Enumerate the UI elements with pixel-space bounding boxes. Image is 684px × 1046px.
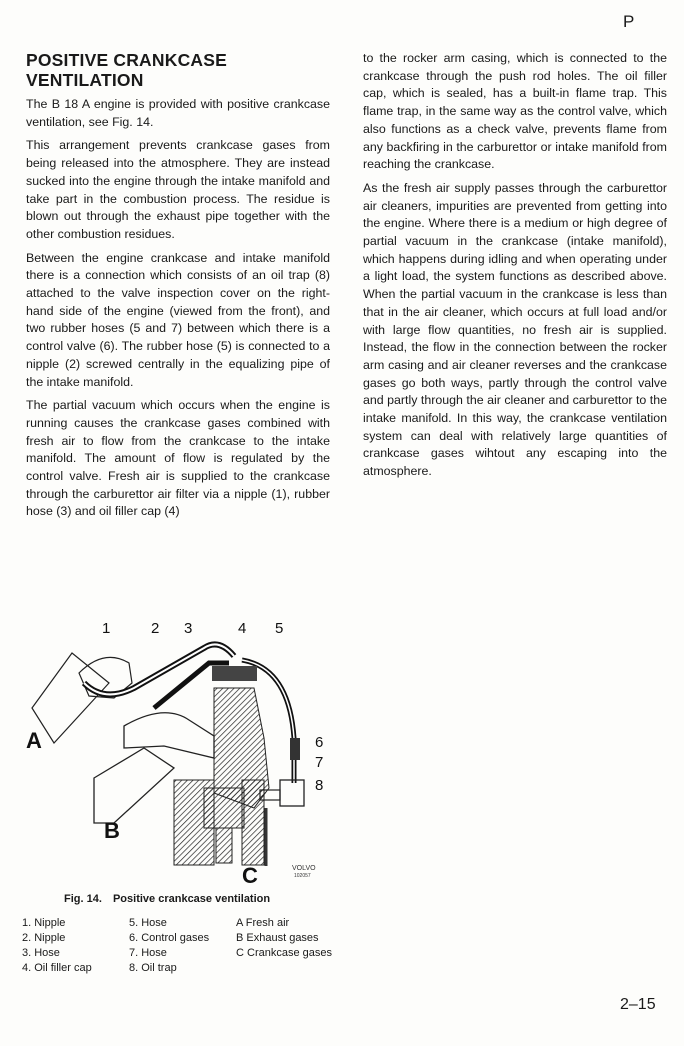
- section-letter: P: [623, 12, 635, 31]
- legend-column-3: [236, 916, 332, 961]
- callout-3: 3: [184, 620, 193, 637]
- figure-caption-text: Positive crankcase ventilation: [112, 893, 271, 905]
- legend-item: 7. Hose: [129, 947, 167, 959]
- callout-8: 8: [315, 777, 324, 794]
- callout-1: 1: [102, 620, 111, 637]
- callout-5: 5: [275, 620, 284, 637]
- legend-item: 8. Oil trap: [129, 962, 177, 974]
- legend-item: 3. Hose: [22, 947, 60, 959]
- paragraph: This arrangement prevents crankcase gases from being released into the atmosphere. They are instead sucked into the engine through the intake manifold and take part in the combustion process. The residue is blown out through the exhaust pipe together with the other combustion residues.: [26, 138, 330, 241]
- region-label-c: C: [242, 863, 258, 888]
- legend-item: C Crankcase gases: [236, 947, 332, 959]
- figure-code: 102057: [294, 873, 311, 879]
- paragraph: Between the engine crankcase and intake manifold there is a connection which consists of an oil trap (8) attached to the valve inspection cover on the right-hand side of the engine (viewed from the front), and two rubber hoses (5 and 7) between which there is a control valve (6). The rubber hose (5) is connected to a nipple (2) screwed centrally in the equalizing pipe of the intake manifold.: [26, 250, 330, 389]
- engine-ventilation-diagram: [14, 608, 334, 888]
- paragraph: As the fresh air supply passes through the carburettor air cleaners, impurities are prevented from getting into the engine. Where there is a medium or high degree of partial vacuum in the crankcase (intake manifold), which happens during idling and when operating under a light load, the system functions as described above. When the partial vacuum in the crankcase is less than that in the air cleaner, which occurs at full load and/or with large flow quantities, no fresh air is supplied. Instead, the flow in the connection between the rocker arm casing and air cleaner reverses and the crankcase gases go both ways, partly through the control valve and partly through the air cleaner and carburettor to the intake manifold. In this way, the crankcase ventilation system can deal with relatively large quantities of crankcase gases wihtout any escaping into the atmosphere.: [363, 180, 667, 479]
- paragraph: to the rocker arm casing, which is connected to the crankcase through the push rod holes. The oil filler cap, which is sealed, has a built-in flame trap. This flame trap, in the same way as the control valve, which also functions as a check valve, prevents flame from any backfiring in the carburettor or intake manifold from reaching the crankcase.: [363, 51, 667, 172]
- legend-item: 4. Oil filler cap: [22, 962, 92, 974]
- engine-cutaway-illustration: [14, 608, 334, 888]
- legend-item: A Fresh air: [236, 917, 290, 929]
- legend-item: 5. Hose: [129, 917, 167, 929]
- region-label-b: B: [104, 818, 120, 843]
- callout-4: 4: [238, 620, 247, 637]
- legend-column-1: [22, 916, 92, 976]
- callout-7: 7: [315, 754, 324, 771]
- left-column: [26, 50, 330, 527]
- legend-column-2: [129, 916, 209, 976]
- paragraph: The B 18 A engine is provided with positive crankcase ventilation, see Fig. 14.: [26, 97, 330, 129]
- legend-item: 6. Control gases: [129, 932, 210, 944]
- figure-caption: [64, 893, 270, 905]
- article-title: [26, 50, 330, 90]
- legend-item: 1. Nipple: [22, 917, 66, 929]
- page-number: 2–15: [620, 996, 656, 1013]
- legend-item: 2. Nipple: [22, 932, 66, 944]
- figure-number: Fig. 14.: [64, 893, 102, 905]
- right-column: [363, 50, 667, 487]
- region-label-a: A: [26, 728, 42, 753]
- paragraph: The partial vacuum which occurs when the engine is running causes the crankcase gases combined with fresh air to flow from the crankcase to the intake manifold. The amount of flow is regulated by the control valve. Fresh air is supplied to the crankcase through the carburettor air filter via a nipple (1), rubber hose (3) and oil filler cap (4): [26, 398, 330, 519]
- volvo-stamp: VOLVO: [292, 865, 316, 872]
- legend-item: B Exhaust gases: [236, 932, 319, 944]
- title-line-1: POSITIVE CRANKCASE: [26, 50, 227, 70]
- title-line-2: VENTILATION: [26, 70, 144, 90]
- callout-6: 6: [315, 734, 324, 751]
- callout-2: 2: [151, 620, 160, 637]
